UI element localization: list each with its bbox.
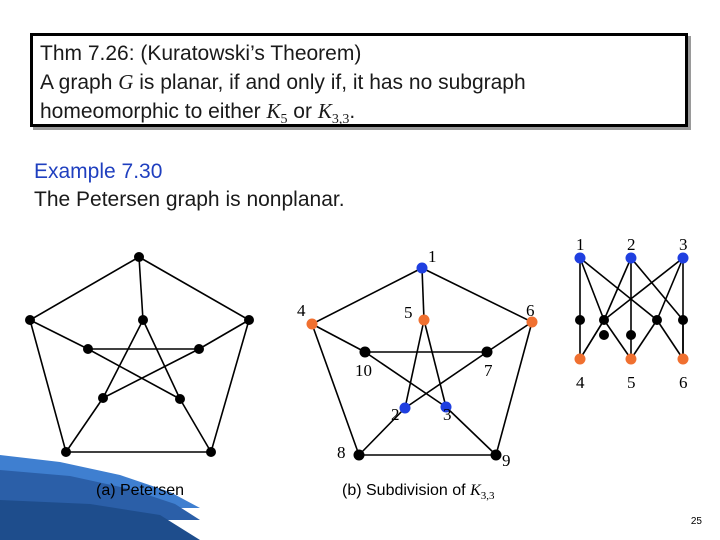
vertex — [175, 394, 185, 404]
vertex — [599, 330, 609, 340]
vertex-label: 5 — [404, 303, 413, 322]
vertex-label: 4 — [576, 373, 585, 392]
k33-subscript: 3,3 — [331, 112, 350, 128]
k5-subscript: 5 — [280, 112, 288, 128]
example-title: Example 7.30 — [34, 160, 163, 183]
vertex — [491, 450, 502, 461]
subdivision-graph — [312, 268, 532, 455]
k33-caption-subscript: 3,3 — [480, 490, 495, 503]
vertex-blue — [678, 253, 689, 264]
vertex-blue — [575, 253, 586, 264]
vertex-blue — [400, 403, 411, 414]
vertex-blue — [626, 253, 637, 264]
vertex — [206, 447, 216, 457]
vertex — [244, 315, 254, 325]
caption-petersen: (a) Petersen — [96, 482, 185, 499]
vertex — [138, 315, 148, 325]
theorem-text: . — [349, 100, 356, 123]
vertex — [134, 252, 144, 262]
vertex-label: 4 — [297, 301, 306, 320]
vertex-orange — [626, 354, 637, 365]
vertex-label: 1 — [428, 247, 437, 266]
vertex — [599, 315, 609, 325]
vertex-label: 9 — [502, 451, 511, 470]
k33-symbol: K — [317, 99, 332, 123]
vertex-label: 6 — [526, 301, 535, 320]
vertex-label: 7 — [484, 361, 493, 380]
k33-graph — [580, 258, 683, 359]
vertex — [83, 344, 93, 354]
theorem-text: homeomorphic to either — [40, 100, 267, 123]
vertex-label: 6 — [679, 373, 688, 392]
vertex-label: 10 — [355, 361, 372, 380]
vertex-label: 2 — [627, 235, 636, 254]
vertex — [354, 450, 365, 461]
k5-symbol: K — [266, 99, 281, 123]
vertex-orange — [307, 319, 318, 330]
vertex — [575, 315, 585, 325]
theorem-title: Thm 7.26: (Kuratowski’s Theorem) — [40, 42, 362, 65]
vertex-label: 5 — [627, 373, 636, 392]
vertex — [360, 347, 371, 358]
graph-variable: G — [118, 70, 134, 94]
page-number: 25 — [690, 516, 702, 527]
theorem-text: A graph — [40, 71, 119, 94]
vertex-orange — [575, 354, 586, 365]
caption-text: (b) Subdivision of — [342, 482, 471, 499]
vertex — [652, 315, 662, 325]
vertex-orange — [419, 315, 430, 326]
vertex — [98, 393, 108, 403]
vertex — [482, 347, 493, 358]
vertex-label: 3 — [443, 405, 452, 424]
vertex-blue — [417, 263, 428, 274]
vertex — [194, 344, 204, 354]
vertex — [678, 315, 688, 325]
vertex — [61, 447, 71, 457]
example-text: The Petersen graph is nonplanar. — [34, 188, 345, 211]
petersen-graph — [30, 257, 249, 452]
theorem-text: or — [287, 100, 318, 123]
vertex-label: 2 — [391, 405, 400, 424]
vertex-label: 1 — [576, 235, 585, 254]
k33-caption-symbol: K — [470, 482, 481, 499]
vertex — [25, 315, 35, 325]
caption-subdivision — [342, 482, 494, 502]
theorem-text: is planar, if and only if, it has no subgraph — [133, 71, 526, 94]
vertex-orange — [678, 354, 689, 365]
vertex-label: 8 — [337, 443, 346, 462]
vertex — [626, 330, 636, 340]
vertex-label: 3 — [679, 235, 688, 254]
